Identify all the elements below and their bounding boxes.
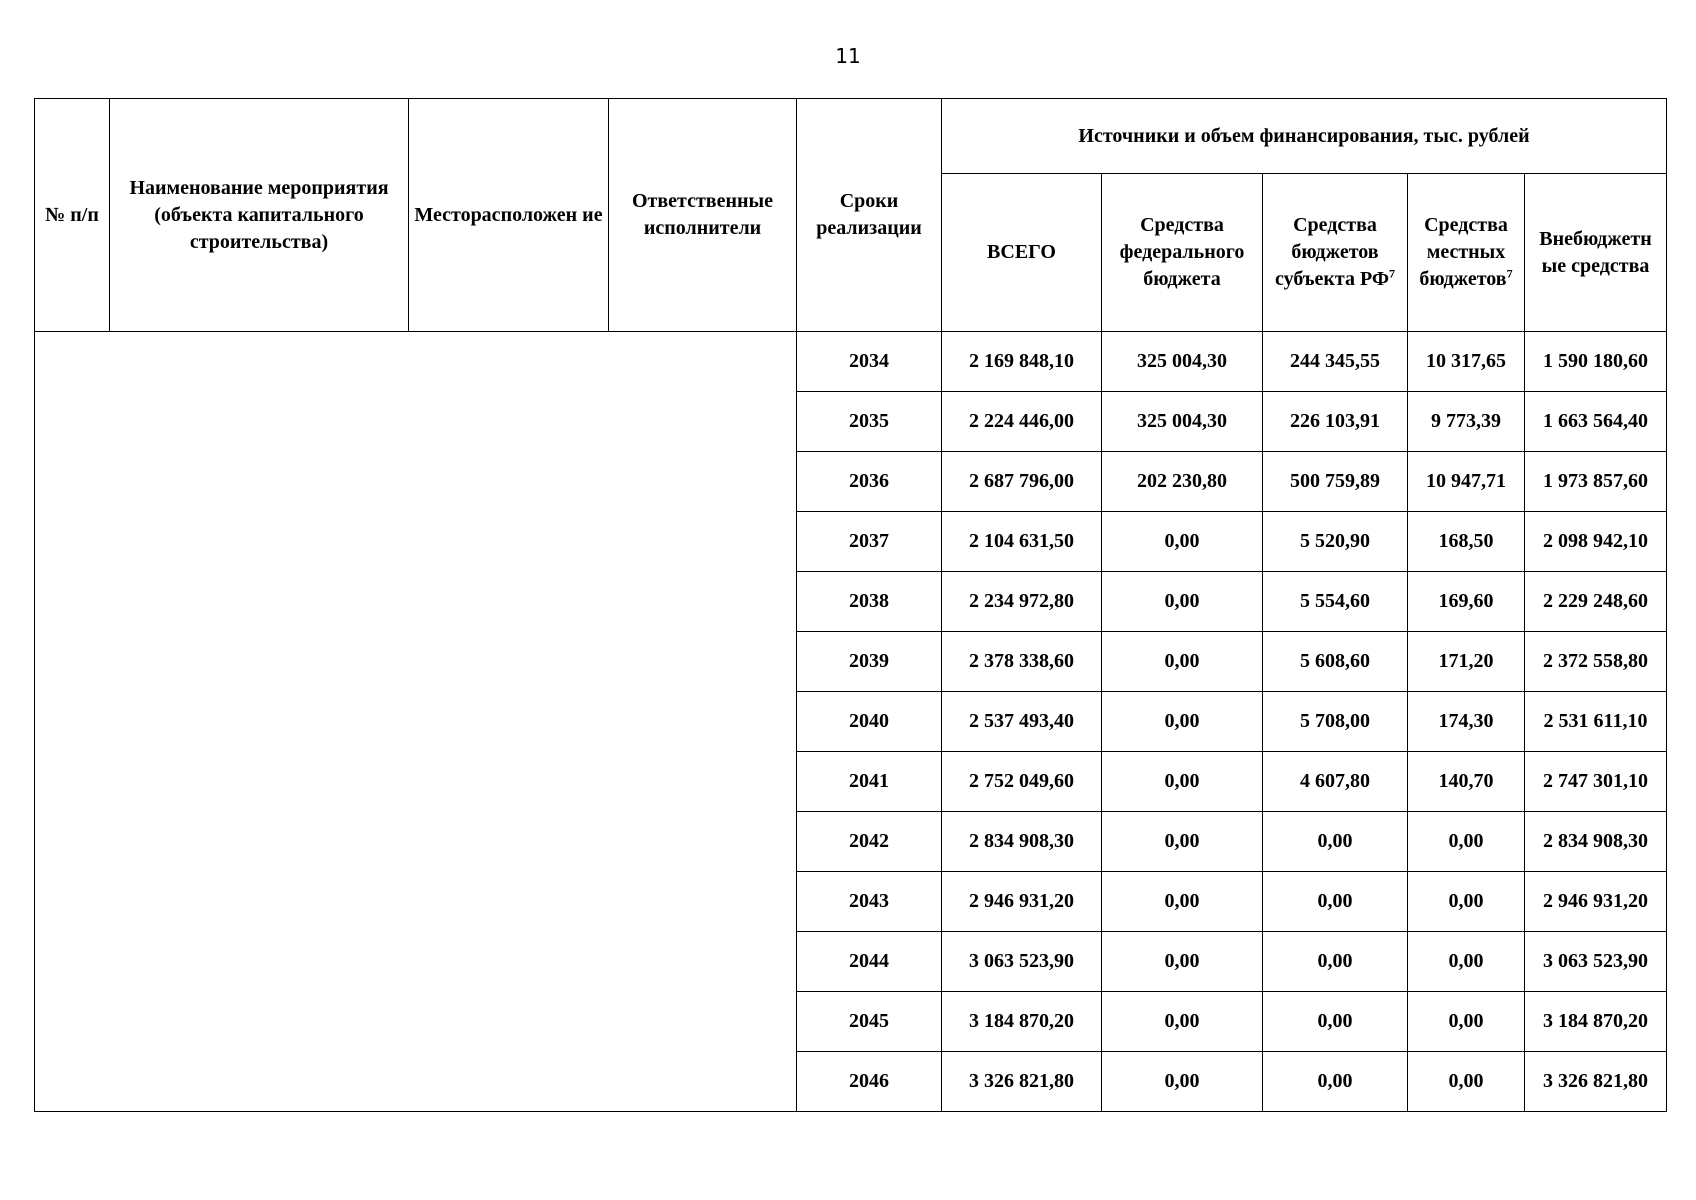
cell-subject: 500 759,89 [1263,452,1408,512]
cell-subject: 5 554,60 [1263,572,1408,632]
page-number: 11 [835,44,861,68]
cell-subject: 244 345,55 [1263,332,1408,392]
cell-local: 171,20 [1408,632,1525,692]
cell-total: 3 326 821,80 [942,1052,1102,1112]
cell-year: 2039 [797,632,942,692]
cell-extra: 2 747 301,10 [1525,752,1667,812]
cell-local: 0,00 [1408,872,1525,932]
cell-federal: 0,00 [1102,512,1263,572]
cell-subject: 0,00 [1263,872,1408,932]
cell-local: 0,00 [1408,932,1525,992]
cell-subject: 0,00 [1263,932,1408,992]
header-location: Месторасположен ие [409,99,609,332]
cell-year: 2041 [797,752,942,812]
header-local-label: Средства местных бюджетов [1419,214,1508,290]
cell-federal: 0,00 [1102,692,1263,752]
cell-local: 10 317,65 [1408,332,1525,392]
header-period: Сроки реализации [797,99,942,332]
empty-merged-cell [35,332,797,1112]
cell-subject: 0,00 [1263,812,1408,872]
header-subject-label: Средства бюджетов субъекта РФ [1274,214,1390,290]
cell-federal: 0,00 [1102,992,1263,1052]
cell-year: 2035 [797,392,942,452]
header-extra: Внебюджетн ые средства [1525,174,1667,332]
table-row [35,332,1667,392]
cell-federal: 0,00 [1102,812,1263,872]
cell-local: 169,60 [1408,572,1525,632]
cell-year: 2036 [797,452,942,512]
cell-subject: 4 607,80 [1263,752,1408,812]
footnote-mark: 7 [1506,266,1513,281]
table-header [35,99,1667,332]
cell-total: 2 224 446,00 [942,392,1102,452]
cell-year: 2038 [797,572,942,632]
table-body [35,332,1667,1112]
cell-subject: 5 608,60 [1263,632,1408,692]
cell-total: 2 234 972,80 [942,572,1102,632]
cell-federal: 0,00 [1102,1052,1263,1112]
cell-extra: 2 531 611,10 [1525,692,1667,752]
cell-total: 2 752 049,60 [942,752,1102,812]
cell-extra: 2 834 908,30 [1525,812,1667,872]
cell-subject: 0,00 [1263,992,1408,1052]
cell-subject: 5 708,00 [1263,692,1408,752]
cell-extra: 3 063 523,90 [1525,932,1667,992]
cell-extra: 2 946 931,20 [1525,872,1667,932]
cell-year: 2037 [797,512,942,572]
cell-extra: 1 973 857,60 [1525,452,1667,512]
footnote-mark: 7 [1389,266,1396,281]
header-name: Наименование мероприятия (объекта капитального строительства) [110,99,409,332]
cell-total: 2 537 493,40 [942,692,1102,752]
cell-total: 3 063 523,90 [942,932,1102,992]
cell-year: 2040 [797,692,942,752]
cell-total: 2 378 338,60 [942,632,1102,692]
header-subject [1263,174,1408,332]
cell-local: 0,00 [1408,812,1525,872]
cell-extra: 2 229 248,60 [1525,572,1667,632]
header-local [1408,174,1525,332]
cell-extra: 2 098 942,10 [1525,512,1667,572]
cell-local: 140,70 [1408,752,1525,812]
cell-extra: 1 663 564,40 [1525,392,1667,452]
header-sources: Источники и объем финансирования, тыс. рублей [942,99,1667,174]
financing-table [34,98,1667,1112]
cell-total: 3 184 870,20 [942,992,1102,1052]
cell-total: 2 169 848,10 [942,332,1102,392]
cell-federal: 325 004,30 [1102,392,1263,452]
cell-local: 10 947,71 [1408,452,1525,512]
cell-total: 2 104 631,50 [942,512,1102,572]
cell-local: 0,00 [1408,1052,1525,1112]
header-total: ВСЕГО [942,174,1102,332]
cell-federal: 0,00 [1102,932,1263,992]
cell-extra: 1 590 180,60 [1525,332,1667,392]
cell-federal: 202 230,80 [1102,452,1263,512]
cell-subject: 226 103,91 [1263,392,1408,452]
cell-year: 2034 [797,332,942,392]
cell-year: 2042 [797,812,942,872]
cell-local: 174,30 [1408,692,1525,752]
cell-federal: 0,00 [1102,752,1263,812]
cell-subject: 5 520,90 [1263,512,1408,572]
cell-federal: 0,00 [1102,872,1263,932]
cell-year: 2046 [797,1052,942,1112]
header-federal: Средства федерального бюджета [1102,174,1263,332]
cell-total: 2 946 931,20 [942,872,1102,932]
cell-extra: 3 326 821,80 [1525,1052,1667,1112]
cell-local: 9 773,39 [1408,392,1525,452]
cell-subject: 0,00 [1263,1052,1408,1112]
cell-extra: 2 372 558,80 [1525,632,1667,692]
header-num: № п/п [35,99,110,332]
cell-total: 2 687 796,00 [942,452,1102,512]
cell-year: 2043 [797,872,942,932]
cell-local: 0,00 [1408,992,1525,1052]
cell-local: 168,50 [1408,512,1525,572]
cell-extra: 3 184 870,20 [1525,992,1667,1052]
cell-year: 2044 [797,932,942,992]
cell-total: 2 834 908,30 [942,812,1102,872]
cell-year: 2045 [797,992,942,1052]
cell-federal: 0,00 [1102,632,1263,692]
cell-federal: 0,00 [1102,572,1263,632]
cell-federal: 325 004,30 [1102,332,1263,392]
header-executors: Ответственные исполнители [609,99,797,332]
